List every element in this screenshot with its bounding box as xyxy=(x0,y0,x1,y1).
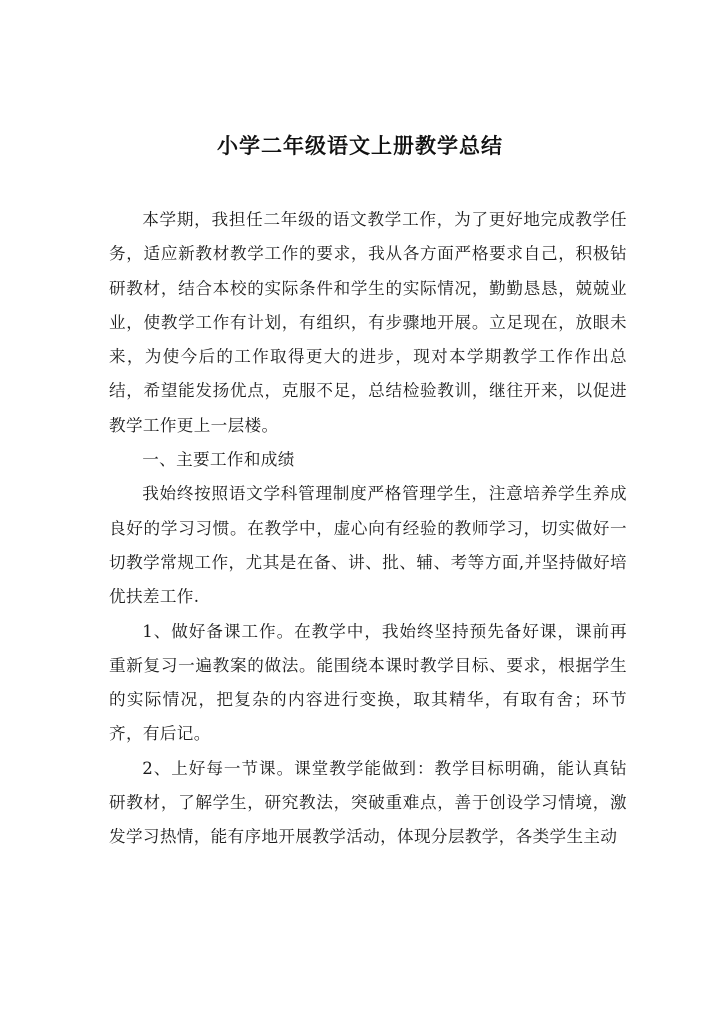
paragraph-intro: 本学期，我担任二年级的语文教学工作，为了更好地完成教学任务，适应新教材教学工作的要求，我从各方面严格要求自己，积极钻研教材，结合本校的实际条件和学生的实际情况，勤勤恳恳，兢兢业业，使教学工作有计划，有组织，有步骤地开展。立足现在，放眼未来，为使今后的工作取得更大的进步，现对本学期教学工作作出总结，希望能发扬优点，克服不足，总结检验教训，继往开来，以促进教学工作更上一层楼。 xyxy=(109,210,627,435)
section-heading-main-work: 一、主要工作和成绩 xyxy=(142,450,295,470)
paragraph-teaching-class: 2、上好每一节课。课堂教学能做到：教学目标明确，能认真钻研教材，了解学生，研究教法，突破重难点，善于创设学习情境，激发学习热情，能有序地开展教学活动，体现分层教学，各类学生主动 xyxy=(109,758,627,847)
document-body xyxy=(109,203,627,855)
paragraph-management: 我始终按照语文学科管理制度严格管理学生，注意培养学生养成良好的学习习惯。在教学中，虚心向有经验的教师学习，切实做好一切教学常规工作，尤其是在备、讲、批、辅、考等方面,并坚持做好培优扶差工作. xyxy=(109,484,627,607)
document-title: 小学二年级语文上册教学总结 xyxy=(217,134,503,158)
paragraph-lesson-prep: 1、做好备课工作。在教学中，我始终坚持预先备好课，课前再重新复习一遍教案的做法。能围绕本课时教学目标、要求，根据学生的实际情况，把复杂的内容进行变换，取其精华，有取有舍；环节齐，有后记。 xyxy=(109,621,627,744)
